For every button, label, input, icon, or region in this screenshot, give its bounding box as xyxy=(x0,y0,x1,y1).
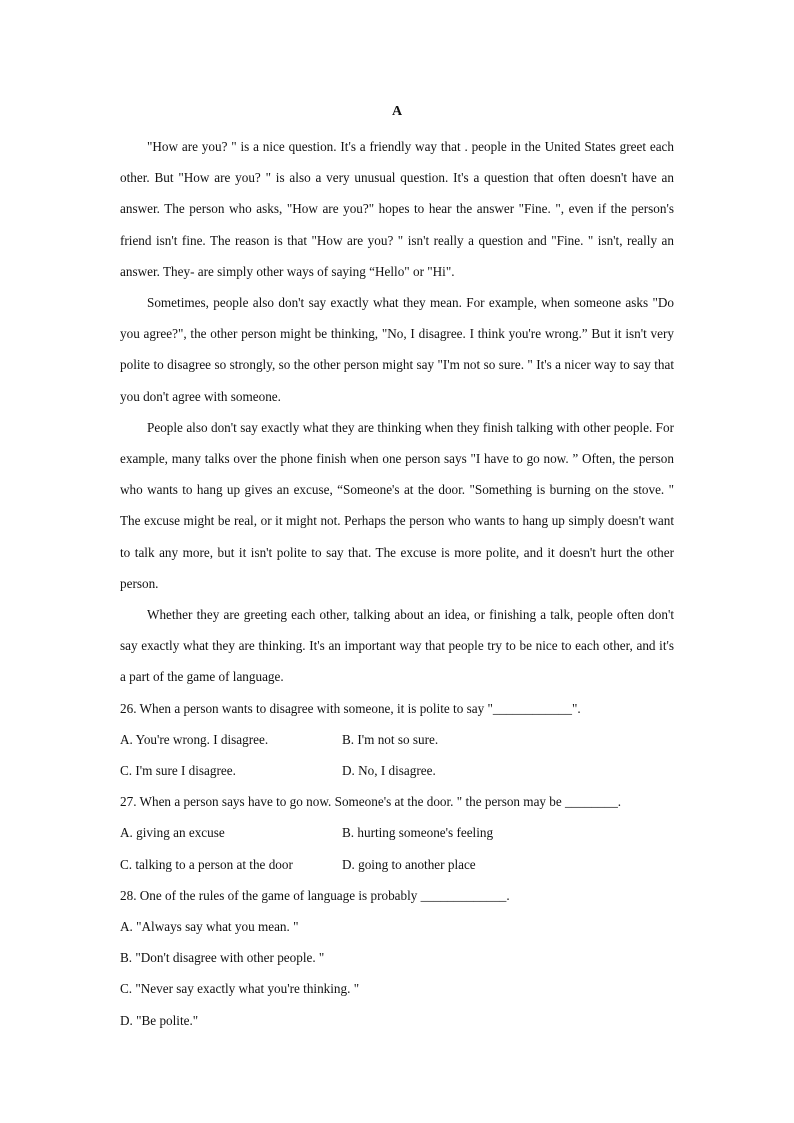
question-26 xyxy=(120,693,674,787)
question-26-option-c: C. I'm sure I disagree. xyxy=(120,763,236,779)
question-28-option-a: A. "Always say what you mean. " xyxy=(120,919,299,935)
question-27-option-b: B. hurting someone's feeling xyxy=(342,825,494,841)
question-27 xyxy=(120,786,674,880)
question-28 xyxy=(120,880,674,1036)
question-26-stem: 26. When a person wants to disagree with someone, it is polite to say "____________". xyxy=(120,700,581,716)
question-27-options-row-1 xyxy=(120,817,674,848)
passage-title: A xyxy=(391,104,403,119)
paragraph-1: "How are you? " is a nice question. It's a friendly way that . people in the United States greet each other. But "How are you? " is also a very unusual question. It's a question that often doesn't have an answer. The person who asks, "How are you?" hopes to hear the answer "Fine. ", even if the person's friend isn't fine. The reason is that "How are you? " isn't really a question and "Fine. " isn't, really an answer. They- are simply other ways of saying “Hello" or "Hi". xyxy=(120,139,674,279)
question-27-stem: 27. When a person says have to go now. Someone's at the door. " the person may be ________. xyxy=(120,794,622,810)
question-28-option-d: D. "Be polite." xyxy=(120,1012,199,1028)
question-27-option-a: A. giving an excuse xyxy=(120,825,225,841)
question-26-options-row-1 xyxy=(120,724,674,755)
question-26-option-d: D. No, I disagree. xyxy=(342,763,436,779)
question-26-options-row-2 xyxy=(120,755,674,786)
paragraph-3: People also don't say exactly what they are thinking when they finish talking with other people. For example, many talks over the phone finish when one person says "I have to go now. ” Often, the person who wants to hang up gives an excuse, “Someone's at the door. "Something is burning on the stove. " The excuse might be real, or it might not. Perhaps the person who wants to hang up simply doesn't want to talk any more, but it isn't polite to say that. The excuse is more polite, and it doesn't hurt the other person. xyxy=(120,419,674,591)
paragraph-4: Whether they are greeting each other, talking about an idea, or finishing a talk, people often don't say exactly what they are thinking. It's an important way that people try to be nice to each other, and it's a part of the game of language. xyxy=(120,607,674,685)
question-28-option-c: C. "Never say exactly what you're thinking. " xyxy=(120,981,360,997)
question-28-option-b: B. "Don't disagree with other people. " xyxy=(120,950,325,966)
question-27-options-row-2 xyxy=(120,849,674,880)
question-27-option-d: D. going to another place xyxy=(342,856,476,872)
question-26-option-a: A. You're wrong. I disagree. xyxy=(120,731,269,747)
paragraph-2: Sometimes, people also don't say exactly what they mean. For example, when someone asks "Do you agree?", the other person might be thinking, "No, I disagree. I think you're wrong.” But it isn't very polite to disagree so strongly, so the other person might say "I'm not so sure. " It's a nicer way to say that you don't agree with someone. xyxy=(120,295,674,404)
question-28-stem: 28. One of the rules of the game of language is probably _____________. xyxy=(120,887,510,903)
question-26-option-b: B. I'm not so sure. xyxy=(342,731,439,747)
question-27-option-c: C. talking to a person at the door xyxy=(120,856,293,872)
